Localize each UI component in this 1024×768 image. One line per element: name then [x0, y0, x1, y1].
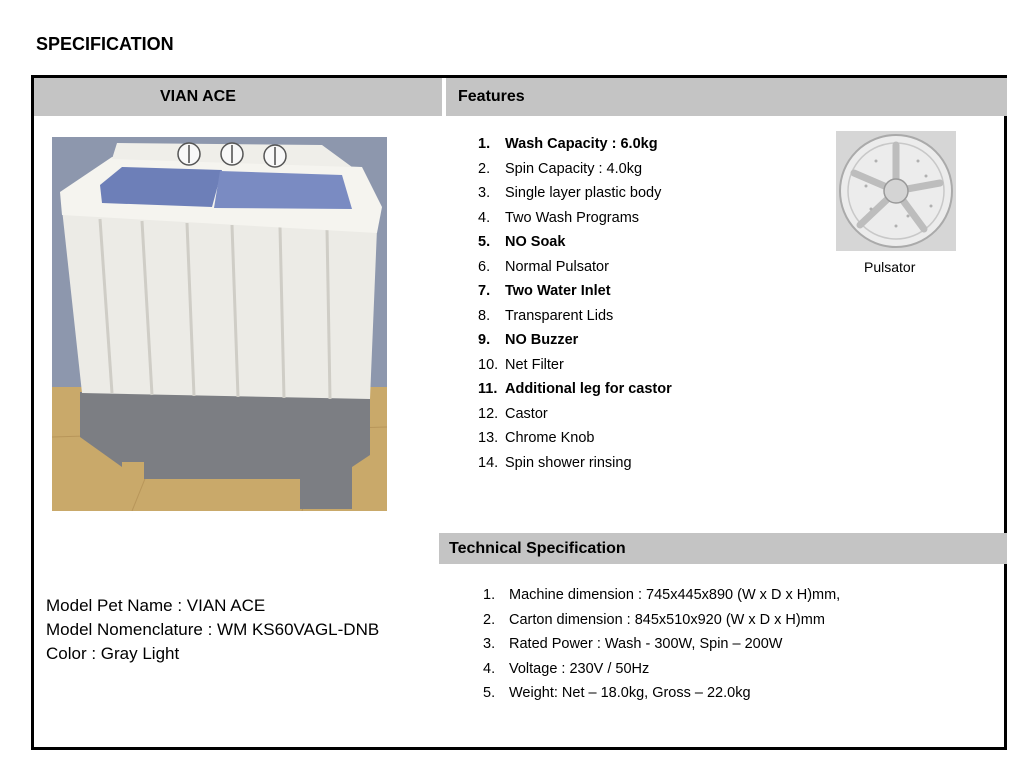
- pulsator-image: [836, 131, 956, 251]
- tech-spec-list: [483, 583, 840, 706]
- features-header: [446, 78, 1007, 116]
- page-title: SPECIFICATION: [36, 34, 174, 54]
- feature-item: 4. Two Wash Programs: [478, 209, 640, 226]
- feature-item: 11. Additional leg for castor: [478, 381, 672, 397]
- model-nomenclature: Model Nomenclature : WM KS60VAGL-DNB: [46, 620, 380, 639]
- washing-machine-photo: [52, 137, 387, 511]
- feature-item: 1. Wash Capacity : 6.0kg: [478, 136, 658, 152]
- feature-item: 8. Transparent Lids: [478, 307, 614, 324]
- tech-spec-header: [439, 533, 1007, 564]
- feature-item: 6. Normal Pulsator: [478, 258, 609, 275]
- feature-item: 5. NO Soak: [478, 234, 566, 250]
- tech-spec-item: 3. Rated Power : Wash - 300W, Spin – 200W: [483, 636, 783, 652]
- tech-spec-header-label: Technical Specification: [449, 540, 626, 557]
- tech-spec-item: 2. Carton dimension : 845x510x920 (W x D x H)mm: [483, 611, 825, 628]
- model-header: [34, 78, 442, 116]
- feature-item: 13. Chrome Knob: [478, 430, 595, 446]
- model-color: Color : Gray Light: [46, 644, 180, 663]
- features-list: [478, 132, 672, 475]
- features-header-label: Features: [458, 88, 525, 105]
- feature-item: 3. Single layer plastic body: [478, 185, 662, 201]
- feature-item: 2. Spin Capacity : 4.0kg: [478, 160, 643, 177]
- feature-item: 14. Spin shower rinsing: [478, 454, 632, 471]
- feature-item: 9. NO Buzzer: [478, 332, 579, 348]
- tech-spec-item: 4. Voltage : 230V / 50Hz: [483, 660, 650, 677]
- model-info: [46, 594, 379, 666]
- feature-item: 12. Castor: [478, 405, 548, 422]
- spec-table: [31, 75, 1007, 750]
- pulsator-caption: Pulsator: [864, 259, 916, 275]
- feature-item: 7. Two Water Inlet: [478, 283, 611, 299]
- tech-spec-item: 5. Weight: Net – 18.0kg, Gross – 22.0kg: [483, 685, 751, 701]
- model-header-label: VIAN ACE: [160, 88, 236, 105]
- feature-item: 10. Net Filter: [478, 356, 564, 373]
- tech-spec-item: 1. Machine dimension : 745x445x890 (W x D x H)mm,: [483, 587, 841, 603]
- model-pet-name: Model Pet Name : VIAN ACE: [46, 596, 266, 615]
